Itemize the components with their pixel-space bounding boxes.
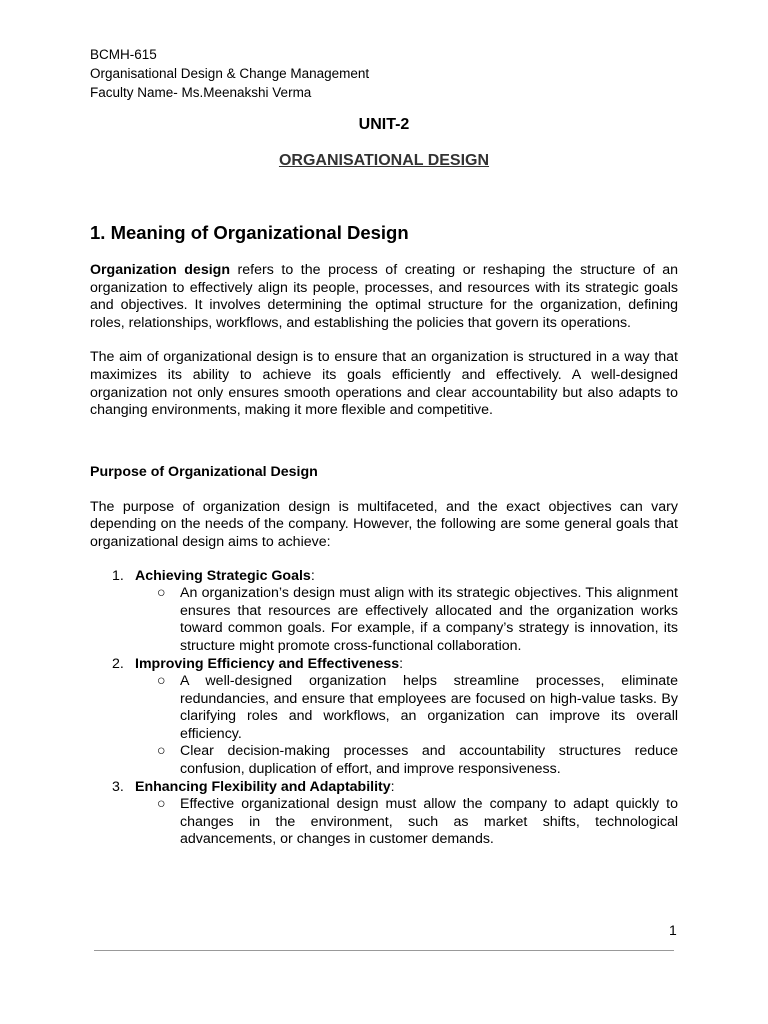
list-item-title: Achieving Strategic Goals — [135, 567, 311, 584]
circle-bullet-icon: ○ — [157, 585, 166, 602]
list-item — [90, 779, 678, 849]
list-item-title: Improving Efficiency and Effectiveness — [135, 655, 400, 672]
circle-bullet-icon: ○ — [157, 796, 166, 813]
sub-bullet-item — [135, 743, 678, 778]
circle-bullet-icon: ○ — [157, 743, 166, 760]
paragraph-purpose-intro: The purpose of organization design is multifaceted, and the exact objectives can vary depending on the needs of the company. However, the following are some general goals that organizational design aims to achieve: — [90, 498, 678, 550]
unit-label: UNIT-2 — [358, 116, 410, 133]
sub-bullet-item — [135, 796, 678, 849]
list-number: 3. — [112, 778, 124, 795]
bullet-text: Clear decision-making processes and accountability structures reduce confusion, duplication of effort, and improve responsiveness. — [180, 743, 678, 778]
paragraph-definition — [90, 262, 678, 332]
colon: : — [310, 567, 315, 584]
page-number: 1 — [669, 922, 677, 938]
sub-bullet-list — [135, 585, 678, 655]
sub-bullet-item — [135, 673, 678, 743]
sub-bullet-list — [135, 796, 678, 849]
bullet-text: A well-designed organization helps streamline processes, eliminate redundancies, and ensure that employees are focused on high-value tasks. By clarifying roles and workflows, an organization can improve its overall efficiency. — [180, 673, 678, 742]
course-code: BCMH-615 — [90, 47, 157, 62]
document-page — [90, 45, 678, 849]
definition-text: refers to the process of creating or reshaping the structure of an organization to effectively align its people, processes, and resources with its strategic goals and objectives. It involves determining the optimal structure for the organization, defining roles, relationships, workflows, and establishing the policies that govern its operations. — [90, 262, 679, 331]
section-heading: 1. Meaning of Organizational Design — [90, 222, 409, 243]
bullet-text: An organization’s design must align with its strategic objectives. This alignment ensures that resources are effectively allocated and the organization works toward common goals. For example, if a company’s strategy is innovation, its structure might promote cross-functional collaboration. — [180, 585, 678, 654]
circle-bullet-icon: ○ — [157, 673, 166, 690]
sub-bullet-list — [135, 673, 678, 779]
goals-list — [90, 568, 678, 850]
bullet-text: Effective organizational design must allow the company to adapt quickly to changes in the environment, such as market shifts, technological advancements, or changes in customer demands. — [180, 796, 678, 848]
colon: : — [399, 655, 404, 672]
list-item — [90, 568, 678, 656]
colon: : — [390, 778, 395, 795]
paragraph-aim: The aim of organizational design is to ensure that an organization is structured in a way that maximizes its ability to achieve its goals efficiently and effectively. A well-designed organization not only ensures smooth operations and clear accountability but also adapts to changing environments, making it more flexible and competitive. — [90, 349, 678, 419]
list-item — [90, 656, 678, 779]
list-number: 1. — [112, 567, 124, 584]
list-number: 2. — [112, 655, 124, 672]
document-title: ORGANISATIONAL DESIGN — [278, 152, 490, 169]
course-name: Organisational Design & Change Management — [90, 66, 370, 81]
sub-bullet-item — [135, 585, 678, 655]
list-item-title: Enhancing Flexibility and Adaptability — [135, 778, 391, 795]
faculty-name: Faculty Name- Ms.Meenakshi Verma — [90, 85, 312, 100]
footer-divider — [94, 950, 674, 951]
term-bold: Organization design — [90, 262, 230, 278]
subheading-purpose: Purpose of Organizational Design — [90, 463, 318, 480]
